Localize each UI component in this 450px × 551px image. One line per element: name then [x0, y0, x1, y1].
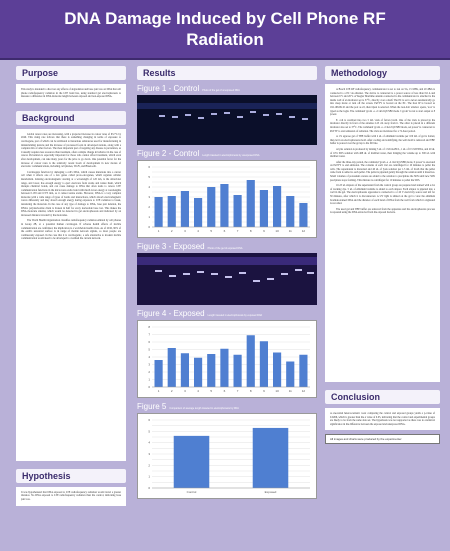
background-paragraph: Global cancer rates are increasing, with a projected increase in cancer rates of 63.7% by 2040. This rising rate follows that there is something changing in terms of exposure to carcinogens, part of which can be attributed to hazardous substances used for manufacturing in industrializing nations and the increase of processed foods in developed nations, along with a complex mix of other factors. The most important part of targeting any disease is prevention, as it usually requires less resources than treatment, often a simple change in behavior in the case of cancer. Prevention is especially important for those who cannot afford treatment, which even after development, can take many years for the price to go down. One potential factor for the increase of cancer rates is the relatively recent boom of development in new modes of electronic communications, including cell phones, Wi-Fi, and Bluetooth.	[21, 132, 121, 169]
bar	[273, 186, 281, 227]
figure-2-bar-chart	[138, 161, 316, 237]
bar	[286, 196, 294, 227]
y-tick-label: 6	[148, 165, 150, 169]
y-tick-label: 3	[148, 452, 150, 456]
figure-3-header	[137, 242, 317, 251]
y-tick-label: 4	[148, 440, 150, 445]
figure-5-chart	[137, 413, 317, 499]
x-tick-label: 4	[197, 389, 199, 393]
background-panel	[16, 129, 126, 461]
y-tick-label: 8	[148, 325, 150, 329]
bar	[273, 353, 281, 388]
bar	[194, 198, 202, 227]
x-tick-label: 5	[210, 389, 213, 393]
background-text	[21, 133, 121, 241]
hypothesis-text: It was hypothesized that DNA exposed to LTE radiofrequency radiation would travel a greater distance. No DNA exposed to LTE radiofrequency radiation than the control, indicating base pair loss.	[21, 490, 121, 501]
y-tick-label: 3	[148, 195, 150, 199]
x-tick-label: 10	[275, 389, 279, 393]
bar	[247, 335, 255, 387]
poster-title-line-2: Radiation	[186, 30, 264, 49]
figure-4-caption: Length traveled in electrophoresis by exposed DNA	[207, 314, 263, 317]
y-tick-label: 1	[148, 377, 150, 382]
bar	[286, 362, 294, 388]
x-tick-label: 2	[170, 229, 173, 233]
figure-1-title: Figure 1 - Control	[137, 84, 200, 93]
y-tick-label: 2	[148, 463, 150, 468]
methodology-paragraph: A lysis solution is produced by mixing 5 uL of 1 M tris-HCL, 1 uL of 0.5 M EDTA, and 20 uL of 10% SDS solution with 468 uL of distilled water, then bringing the volume up to 500 uL with distilled water.	[330, 147, 435, 159]
bar	[174, 436, 210, 488]
gel-photo-1-graphic	[137, 95, 317, 145]
x-tick-label: 11	[288, 389, 292, 393]
bar	[181, 191, 189, 227]
x-tick-label: 9	[263, 229, 265, 233]
poster-header	[0, 0, 450, 60]
bar	[155, 360, 163, 387]
bar	[234, 355, 242, 387]
bar	[260, 341, 268, 387]
x-tick-label: 1	[157, 389, 160, 393]
methodology-heading: Methodology	[325, 66, 440, 80]
y-tick-label: 1	[148, 215, 150, 219]
figure-1-header	[137, 84, 317, 93]
methodology-text	[330, 88, 435, 215]
footer-note: All images and charts were produced by the experimenter	[325, 434, 440, 444]
bar	[207, 354, 215, 387]
background-heading: Background	[16, 111, 126, 125]
x-tick-label: 10	[275, 229, 279, 233]
figure-2-title: Figure 2 - Control	[137, 149, 200, 158]
y-tick-label: 0	[148, 385, 150, 389]
x-tick-label: 12	[301, 229, 306, 233]
y-tick-label: 6	[148, 418, 150, 422]
x-tick-label: 12	[301, 389, 306, 393]
purpose-heading: Purpose	[16, 66, 126, 80]
y-tick-label: 4	[148, 355, 150, 359]
x-tick-label: 7	[236, 389, 239, 393]
figure-5-caption: Comparison of average length traveled in electrophoresis by DNA	[169, 407, 239, 410]
bar	[220, 184, 228, 227]
y-tick-label: 6	[148, 340, 150, 344]
y-tick-label: 5	[148, 175, 150, 179]
bar	[181, 353, 189, 387]
bar	[253, 428, 289, 488]
x-tick-label: 8	[249, 229, 252, 233]
methodology-paragraph: The used gel and TBE buffer are removed from the apparatus and the electrophoresis process is repeated using the DNA extracted from the exposed bacteria.	[330, 207, 435, 215]
conclusion-text: A one-tailed heteroscedastic t-test comparing the control and exposed groups yields a p-value of 0.0266, which is greater than the α value of 0.05, indicating that the control and experimental groups are likely to be from the same data set. The hypothesis was not supported as there was no statistical significance in the difference between the exposed and unexposed DNA.	[330, 412, 435, 426]
conclusion-heading: Conclusion	[325, 390, 440, 404]
x-tick-label: 11	[288, 229, 292, 233]
x-tick-label: 3	[184, 229, 186, 233]
y-tick-label: 1	[148, 474, 150, 479]
x-tick-label: 8	[249, 389, 252, 393]
figure-3-caption: Photo of the gel of exposed DNA	[207, 247, 243, 250]
y-tick-label: 5	[148, 429, 150, 434]
methodology-paragraph: A 1% agarose gel of TBE buffer with 2 uL of ethidium bromide per 100 mL of gel is boiled, then let in an electrophoresis mold. After cooling and solidifying, the well mold is removed and TBE buffer is poured over the gel up to the fill line.	[330, 135, 435, 146]
methodology-paragraph: 10-25 uL aliquots of the supernatant from the control group are prepared and stained with a dot of tracking dye. 5 uL of ethidium bromide is added to each aliquot. Each aliquot is pipetted into a well in the gel. The electrophoresis apparatus is connected to a 110 V electricity source and left for 30 minutes, after which it is disconnected. A UV light is shined on the gel to view the ethidium bromide-stained DNA and the distance of each band of DNA from the well from which it originated is recorded.	[330, 184, 435, 206]
figure-2-header	[137, 149, 317, 158]
figure-5-title: Figure 5	[137, 402, 167, 411]
x-tick-label: 6	[223, 389, 226, 393]
x-tick-label: 3	[184, 389, 186, 393]
bar	[247, 180, 255, 227]
poster-title-line-1: DNA Damage Induced by Cell Phone RF	[64, 9, 386, 28]
x-tick-label: 5	[210, 229, 213, 233]
figure-1-gel-photo	[137, 95, 317, 145]
figure-4-title: Figure 4 - Exposed	[137, 309, 205, 318]
gel-photo-3-graphic	[137, 253, 317, 305]
middle-column	[137, 66, 317, 499]
bar	[299, 203, 307, 227]
y-tick-label: 0	[148, 486, 150, 490]
x-tick-label: Exposed	[264, 490, 277, 494]
left-column	[16, 66, 126, 506]
bar	[155, 197, 163, 227]
hypothesis-panel	[16, 487, 126, 506]
purpose-text: This study is intended to discover any effects of degradation and base pair loss on DNA that cell phone radiofrequency radiation in the LTE band has, using standard gel electrophoresis to measure a difference in DNA molecule length between exposed and non-exposed DNA.	[21, 88, 121, 99]
methodology-paragraph: After the three-day period, the command 'gcom -a -d /dev/ttyUSB0 mode, 0 power' is executed on PuTTY to end emission. The contents of each vial are centrifuged for 10 minutes to pellet the cells. The supernatant is discarded and 40 uL of lysis solution per 1.5 mL of broth that the pellet came from is added to each pellet. The pellet is pipetted gently through the solution until it dissolves. Small volumes of potassium acetate are added to the solution to precipitate the SDS until new SDS precipitate stops forming. This mixture is centrifuged for 10 minutes to pellet the SDS.	[330, 160, 435, 182]
hypothesis-heading: Hypothesis	[16, 469, 126, 483]
bar	[168, 196, 176, 227]
figure-2-chart	[137, 160, 317, 238]
purpose-panel	[16, 84, 126, 103]
figure-4-bar-chart	[138, 321, 316, 397]
bar	[168, 348, 176, 387]
bar	[220, 349, 228, 387]
conclusion-panel	[325, 408, 440, 430]
figure-3-gel-photo	[137, 253, 317, 305]
x-tick-label: 2	[170, 389, 173, 393]
x-tick-label: Control	[186, 490, 197, 494]
figure-4-header	[137, 309, 317, 318]
figure-1-caption: Photo of the gel of unexposed DNA	[202, 89, 240, 92]
x-tick-label: 7	[236, 229, 239, 233]
figure-5-bar-chart	[138, 414, 316, 498]
y-tick-label: 2	[148, 205, 150, 209]
bar	[260, 190, 268, 227]
y-tick-label: 4	[148, 185, 150, 189]
y-tick-label: 2	[148, 370, 150, 374]
figure-2-caption: Length traveled in electrophoresis by unexposed DNA	[202, 154, 260, 157]
methodology-panel	[325, 84, 440, 382]
right-column	[325, 66, 440, 444]
x-tick-label: 6	[223, 229, 226, 233]
figure-4-chart	[137, 320, 317, 398]
figure-3-title: Figure 3 - Exposed	[137, 242, 205, 251]
bar	[234, 195, 242, 227]
results-heading: Results	[137, 66, 317, 80]
methodology-paragraph: A Bosch LTE RF radiofrequency communicator is set to run on 5G, 15 MHz, and 20 dBm is connected to a PC via ethernet. The device is connected to a power source of less than 0.6 A and between 9 V and 26 V. A Yaegler Maritime antenna connected to the communicator is attached to the inside wall of an incubator set to 37°C, directly over a shelf. The PC is set to never automatically go into sleep mode or turn off the screen. PuTTY is booted on the PC. The host IP is booted as 192.168.99.10 and the port as 22, then Open is selected. When the non-bolt window opens, 'root' is typed as the login. The command 'gcom -a -d /dev/ttyUSB0 mode /l gcom' is run to start output at 8 power.	[330, 88, 435, 117]
x-tick-label: 4	[197, 229, 199, 233]
y-tick-label: 7	[148, 332, 150, 337]
y-tick-label: 5	[148, 347, 150, 352]
bar	[207, 187, 215, 227]
background-paragraph: The World Health Organization classifies radiofrequency radiation emitted by cell phones in Group 2B, or a potential human carcinogen. If adverse health effects of mobile communication are confirmed, the implication is a worldwide health crisis. As of 2016, 90% of the earth's terrestrial surface is in range of mobile network signals, so most people are continuously exposed. In the case that it is carcinogenic, a safe alternative to modern mobile communication would need to be developed to overhaul the current network.	[21, 219, 121, 241]
bar	[194, 358, 202, 387]
figure-5-header	[137, 402, 317, 411]
y-tick-label: 0	[148, 225, 150, 229]
x-tick-label: 9	[263, 389, 265, 393]
background-paragraph: Carcinogens function by damaging a cell's DNA, which causes mutations into a cancer cell when it affects one of a few genes called proto-oncogenes, which regulate cellular metabolism. Ionizing electromagnetic starting at a wavelength of 120 nm, is the ultraviolet range, and lower, has enough energy to eject electrons from atoms and ionize them, which disrupts chemical bonds, and can cause damage to DNA that often leads to cancer. LTE communication functions in the microwave-radio band with much lower energy at wavelengths between 0.158 and 0.375 mm, so it cannot ionize atoms. However, DNA is a very complex molecule with a wide range of types of bonds and interactions, which absorb electromagnetic waves differently and may absorb enough energy during exposure to LTE radiation to break, denaturing the molecule. In the case of any type of damage to DNA, base pair deletion, the DNA's polynucleotide chain is broken in half for every nucleotide base lost. This makes the DNA molecule smaller, which would be detected in gel electrophoresis and indicated by an increased distance traveled by the molecules.	[21, 170, 121, 217]
y-tick-label: 3	[148, 362, 150, 367]
methodology-paragraph: E. coli is swabbed into two 5 mL vials of falcon broth. One of the vials is placed in the incubator directly in front of the antenna 2.25 cm away from it. The other is placed in a different incubator also set to 37°C. The command 'gcom -a -d /dev/ttyUSB0 mode, set power' is connected to PuTTY to start emission of radiation. The vials are incubated for a 72-hour period.	[330, 118, 435, 133]
bar	[299, 355, 307, 387]
x-tick-label: 1	[157, 229, 160, 233]
